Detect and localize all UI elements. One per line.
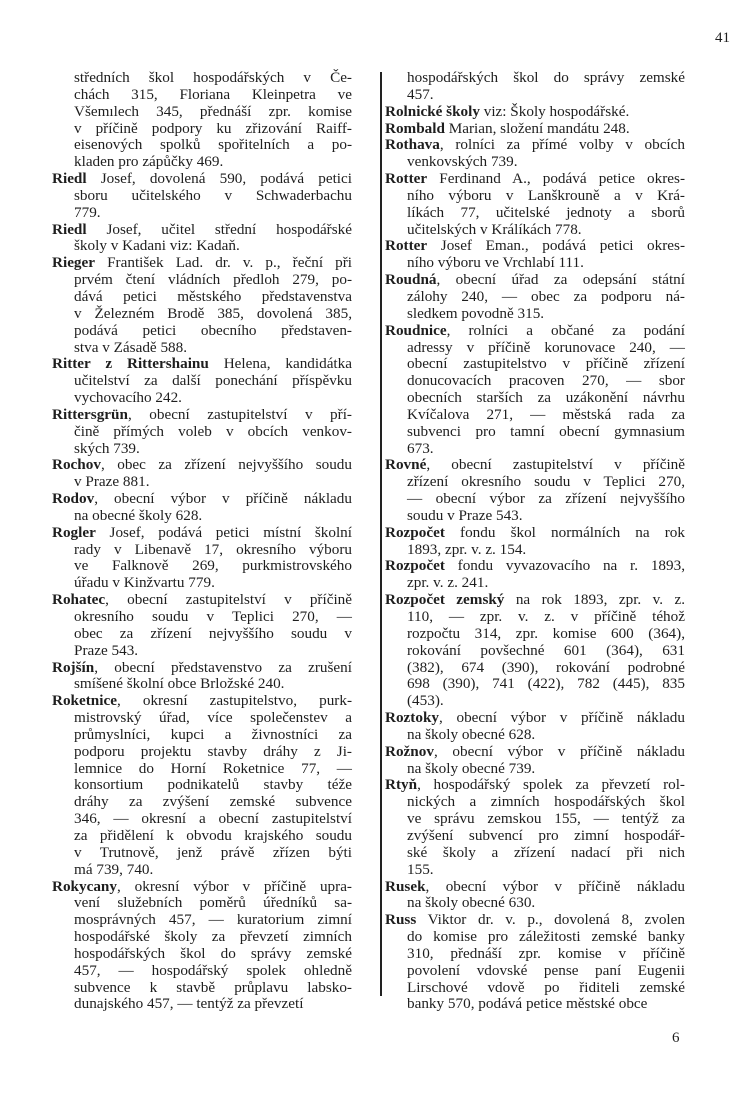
entry-headword: Rojšín (52, 658, 95, 676)
index-column-left (52, 70, 352, 1013)
entry-line (52, 693, 352, 710)
index-entry (52, 693, 352, 878)
entry-text: ního výboru ve Vrchlabí 111. (407, 254, 584, 272)
entry-headword: Rolnické školy (385, 102, 480, 120)
entry-text: úřadu v Kinžvartu 779. (74, 574, 215, 592)
entry-line (74, 845, 352, 862)
entry-line (74, 323, 352, 340)
entry-text: eisenových spolků spořitelních a po- (74, 136, 352, 154)
entry-text: dráhy za zvýšení zemské subvence (74, 793, 352, 811)
entry-text: na rok 1893, zpr. v. z. (504, 591, 686, 609)
entry-line (74, 238, 352, 255)
entry-headword: Roztoky (385, 709, 439, 727)
entry-line (407, 845, 685, 862)
entry-line (407, 727, 685, 744)
entry-line (407, 643, 685, 660)
entry-text: na školy obecné 628. (407, 725, 536, 743)
entry-text: hospodářských škol do správy zemské (74, 944, 352, 962)
entry-line (407, 424, 685, 441)
index-entry (52, 525, 352, 592)
entry-line (52, 356, 352, 373)
index-entry (385, 272, 685, 323)
entry-line (407, 373, 685, 390)
entry-text: mosprávných 457, — kuratorium zimní (74, 911, 352, 929)
entry-line (52, 457, 352, 474)
entry-line (407, 306, 685, 323)
entry-text: zpr. v. z. 241. (407, 574, 489, 592)
entry-text: František Lad. dr. v. p., řeční při (95, 254, 352, 272)
entry-text: 698 (390), 741 (422), 782 (445), 835 (407, 675, 685, 693)
entry-line (407, 811, 685, 828)
entry-line (74, 575, 352, 592)
entry-line (407, 474, 685, 491)
entry-text: sboru učitelského v Schwaderbachu (74, 186, 352, 204)
entry-text: v příčině podpory ku zřizování Raiff- (74, 119, 352, 137)
entry-headword: Rotter (385, 237, 428, 255)
entry-headword: Rodov (52, 490, 95, 508)
entry-line (74, 137, 352, 154)
entry-text: Praze 543. (74, 641, 139, 659)
entry-line (74, 980, 352, 997)
entry-line (407, 963, 685, 980)
entry-line (52, 407, 352, 424)
entry-text: na školy obecné 630. (407, 894, 536, 912)
entry-line (385, 137, 685, 154)
entry-text: prvém čtení vládních předloh 279, po- (74, 271, 352, 289)
entry-line (74, 710, 352, 727)
entry-text: Marian, složení mandátu 248. (444, 119, 630, 137)
entry-line (74, 70, 352, 87)
entry-text: Josef Eman., podává petici okres- (427, 237, 685, 255)
entry-text: Lirschové vdově po řiditeli zemské (407, 978, 685, 996)
entry-text: 110, — zpr. v. z. v příčině téhož (407, 608, 685, 625)
index-entry (385, 558, 685, 592)
entry-headword: Rožnov (385, 742, 434, 760)
entry-line (407, 491, 685, 508)
entry-text: subvence k stavbě průplavu labsko- (74, 978, 352, 996)
index-entry (52, 171, 352, 222)
entry-line (52, 592, 352, 609)
entry-text: lemnice do Horní Roketnice 77, — (74, 759, 352, 777)
entry-text: konsortium podnikatelů stavby téže (74, 776, 352, 794)
entry-text: na školy obecné 739. (407, 759, 536, 777)
entry-headword: Rochov (52, 456, 101, 474)
entry-text: za přidělení k obvodu krajského soudu (74, 826, 352, 844)
entry-text: hospodářské školy za převzetí zimních (74, 928, 352, 946)
entry-text: středních škol hospodářských v Če- (74, 69, 352, 86)
entry-text: 779. (74, 203, 101, 221)
entry-line (74, 441, 352, 458)
entry-text: Všemılech 345, přednáší zpr. komise (74, 102, 352, 120)
index-entry (52, 457, 352, 491)
entry-line (407, 205, 685, 222)
entry-text: v Trutnově, jenž právě zřízen býti (74, 843, 352, 861)
entry-text: , okresní výbor v příčině upra- (116, 877, 352, 895)
entry-line (74, 811, 352, 828)
entry-text: soudu v Praze 543. (407, 506, 523, 524)
index-entry (385, 777, 685, 878)
entry-headword: Rusek (385, 877, 426, 895)
entry-headword: Roudnice (385, 321, 447, 339)
index-entry (385, 104, 685, 121)
entry-line (52, 171, 352, 188)
entry-text: , obecní výbor v příčině nákladu (433, 742, 685, 760)
entry-line (52, 660, 352, 677)
entry-text: dunajského 457, — tentýž za převzetí (74, 995, 304, 1013)
entry-text: fondu vyvazovacího na r. 1893, (444, 557, 685, 575)
index-entry (385, 137, 685, 171)
entry-text: viz: Školy hospodářské. (479, 102, 630, 120)
entry-headword: Rozpočet zemský (385, 591, 505, 609)
entry-text: okresního soudu v Teplici 270, — (74, 608, 352, 625)
entry-line (74, 558, 352, 575)
entry-line (74, 929, 352, 946)
entry-text: mistrovský úřad, více společenstev a (74, 709, 352, 727)
entry-text: obec za zřízení nejvyššího soudu v (74, 624, 352, 642)
entry-line (407, 626, 685, 643)
index-entry (52, 407, 352, 458)
entry-line (407, 542, 685, 559)
entry-text: obecních starších za uzákonění návrhu (407, 389, 685, 407)
entry-text: smíšené školní obce Brložské 240. (74, 675, 285, 693)
entry-text: venkovských 739. (407, 153, 518, 171)
entry-line (74, 676, 352, 693)
entry-line (407, 828, 685, 845)
index-entry (385, 323, 685, 458)
entry-line (74, 946, 352, 963)
entry-line (385, 272, 685, 289)
entry-line (385, 558, 685, 575)
entry-line (74, 727, 352, 744)
index-entry (52, 660, 352, 694)
entry-text: Kvíčalova 271, — městská rada za (407, 405, 685, 423)
entry-text: Josef, podává petici místní školní (95, 523, 352, 541)
entry-line (385, 525, 685, 542)
entry-line (74, 390, 352, 407)
entry-line (407, 575, 685, 592)
entry-line (385, 777, 685, 794)
index-entry (385, 710, 685, 744)
entry-headword: Rozpočet (385, 557, 445, 575)
entry-line (407, 996, 685, 1013)
entry-line (74, 121, 352, 138)
entry-line (74, 643, 352, 660)
entry-text: zřízení okresního soudu v Teplici 270, (407, 473, 685, 491)
entry-text: — obecní výbor za zřízení nejvyššího (407, 490, 685, 508)
entry-line (74, 862, 352, 879)
index-entry (385, 592, 685, 710)
entry-text: 1893, zpr. v. z. 154. (407, 540, 527, 558)
entry-line (407, 356, 685, 373)
entry-text: učitelství za další ponechání příspěvku (74, 372, 352, 390)
entry-line (385, 879, 685, 896)
entry-headword: Rozpočet (385, 523, 445, 541)
entry-text: , obecní představenstvo za zrušení (94, 658, 352, 676)
entry-text: , rolníci a občané za podání (446, 321, 685, 339)
entry-line (385, 744, 685, 761)
entry-text: na obecné školy 628. (74, 506, 203, 524)
entry-line (407, 660, 685, 677)
entry-line (74, 996, 352, 1013)
entry-line (52, 222, 352, 239)
index-entry (52, 592, 352, 659)
entry-text: Ferdinand A., podává petice okres- (427, 170, 685, 188)
entry-line (407, 222, 685, 239)
entry-line (385, 121, 685, 138)
entry-line (74, 895, 352, 912)
index-entry (385, 744, 685, 778)
entry-text: zvýšení subvencí pro zimní hospodář- (407, 826, 685, 844)
entry-line (407, 761, 685, 778)
index-entry (52, 879, 352, 1014)
entry-text: Helena, kandidátka (208, 355, 352, 373)
entry-text: banky 570, podává petice městské obce (407, 995, 648, 1013)
index-entry (385, 70, 685, 104)
entry-text: ské školy a zřízení nadací při nich (407, 843, 685, 861)
entry-line (407, 693, 685, 710)
entry-line (74, 794, 352, 811)
entry-headword: Riedl (52, 170, 87, 188)
entry-line (407, 87, 685, 104)
index-entry (52, 222, 352, 256)
entry-text: podporu projektu stavby dráhy z Ji- (74, 742, 352, 760)
entry-text: , okresní zastupitelstvo, purk- (116, 692, 352, 710)
entry-line (74, 87, 352, 104)
entry-line (52, 491, 352, 508)
index-entry (385, 525, 685, 559)
entry-text: zálohy 240, — obec za podporu ná- (407, 287, 685, 305)
entry-headword: Rothava (385, 136, 440, 154)
entry-line (407, 895, 685, 912)
entry-text: (382), 674 (390), rokování podrobné (407, 658, 685, 676)
entry-line (74, 272, 352, 289)
entry-line (74, 104, 352, 121)
entry-line (74, 424, 352, 441)
entry-text: líkách 77, učitelské jednoty a sborů (407, 203, 685, 221)
entry-text: učitelských v Králíkách 778. (407, 220, 582, 238)
entry-text: rokování povšechné 601 (364), 631 (407, 641, 685, 659)
page-number: 41 (715, 30, 730, 46)
entry-line (407, 154, 685, 171)
entry-headword: Roketnice (52, 692, 117, 710)
entry-text: v Železném Brodě 385, dovolená 385, (74, 304, 352, 322)
entry-text: má 739, 740. (74, 860, 154, 878)
entry-line (385, 323, 685, 340)
entry-text: 346, — okresní a obecní zastupitelství (74, 810, 352, 828)
entry-headword: Rokycany (52, 877, 117, 895)
entry-text: fondu škol normálních na rok (444, 523, 685, 541)
entry-text: , obecní úřad za odepsání státní (436, 271, 685, 289)
entry-line (74, 474, 352, 491)
entry-line (385, 592, 685, 609)
entry-line (407, 70, 685, 87)
entry-line (407, 929, 685, 946)
entry-line (407, 340, 685, 357)
entry-line (74, 340, 352, 357)
entry-headword: Rtyň (385, 776, 418, 794)
entry-line (74, 744, 352, 761)
entry-line (74, 609, 352, 626)
entry-line (52, 525, 352, 542)
entry-text: , obecní výbor v příčině nákladu (439, 709, 685, 727)
entry-text: Viktor dr. v. p., dovolená 8, zvolen (416, 911, 685, 929)
entry-text: donucovacích pracoven 270, — sbor (407, 372, 685, 390)
entry-headword: Rittersgrün (52, 405, 128, 423)
entry-text: adressy v příčině korunovace 240, — (407, 338, 685, 356)
index-entry (385, 171, 685, 238)
entry-text: chách 315, Floriana Kleinpetra ve (74, 85, 352, 103)
entry-headword: Ritter z Rittershainu (52, 355, 209, 373)
entry-line (407, 255, 685, 272)
entry-text: průmyslníci, kupci a živnostníci za (74, 725, 352, 743)
entry-text: rozpočtu 314, zpr. komise 600 (364), (407, 624, 685, 642)
entry-line (407, 609, 685, 626)
entry-line (52, 879, 352, 896)
entry-text: , obec za zřízení nejvyššího soudu (100, 456, 352, 474)
entry-text: vychovacího 242. (74, 389, 182, 407)
entry-text: ve Falknově 269, purkmistrovského (74, 557, 352, 575)
entry-text: sledkem povodně 315. (407, 304, 545, 322)
entry-line (74, 373, 352, 390)
entry-line (74, 306, 352, 323)
entry-headword: Roudná (385, 271, 437, 289)
entry-line (385, 457, 685, 474)
entry-headword: Rovné (385, 456, 427, 474)
index-column-right (385, 70, 685, 1013)
entry-line (407, 508, 685, 525)
index-entry (385, 121, 685, 138)
entry-headword: Riedl (52, 220, 87, 238)
entry-line (74, 963, 352, 980)
entry-headword: Rotter (385, 170, 428, 188)
entry-text: 310, přednáší zpr. komise v příčině (407, 944, 685, 962)
entry-text: školy v Kadani viz: Kadaň. (74, 237, 240, 255)
entry-headword: Rombald (385, 119, 445, 137)
entry-line (74, 761, 352, 778)
entry-text: 457. (407, 85, 434, 103)
entry-text: čině přímých voleb v obcích venkov- (74, 422, 352, 440)
entry-text: hospodářských škol do správy zemské (407, 69, 685, 86)
entry-text: , obecní zastupitelství v příčině (105, 591, 352, 609)
entry-text: ve správu zemskou 155, — tentýž za (407, 810, 685, 828)
entry-line (74, 912, 352, 929)
index-entry (52, 70, 352, 171)
entry-text: vení služebních poměrů úředníků sa- (74, 894, 352, 912)
entry-text: (453). (407, 692, 444, 710)
entry-line (407, 946, 685, 963)
entry-text: , rolníci za přímé volby v obcích (439, 136, 685, 154)
entry-line (407, 407, 685, 424)
entry-text: , obecní výbor v příčině nákladu (94, 490, 352, 508)
entry-line (74, 508, 352, 525)
entry-text: subvenci pro tamní obecní gymnasium (407, 422, 685, 440)
entry-text: Josef, učitel střední hospodářské (86, 220, 352, 238)
entry-line (407, 441, 685, 458)
entry-text: dává petici městského představenstva (74, 287, 352, 305)
entry-line (385, 912, 685, 929)
entry-text: 155. (407, 860, 434, 878)
index-entry (385, 457, 685, 524)
entry-text: ských 739. (74, 439, 140, 457)
entry-line (74, 154, 352, 171)
entry-line (74, 828, 352, 845)
entry-line (407, 794, 685, 811)
entry-text: Josef, dovolená 590, podává petici (86, 170, 352, 188)
entry-line (74, 289, 352, 306)
entry-line (385, 104, 685, 121)
entry-line (385, 710, 685, 727)
entry-line (74, 188, 352, 205)
entry-line (74, 777, 352, 794)
entry-headword: Rohatec (52, 591, 106, 609)
entry-text: kladen pro zápůčky 469. (74, 153, 224, 171)
entry-line (52, 255, 352, 272)
entry-line (74, 205, 352, 222)
index-entry (385, 238, 685, 272)
entry-line (74, 542, 352, 559)
entry-headword: Russ (385, 911, 417, 929)
entry-text: stva v Zásadě 588. (74, 338, 188, 356)
entry-text: podává petici obecního představen- (74, 321, 352, 339)
entry-line (407, 980, 685, 997)
entry-text: obecní zastupitelstvo v příčině zřízení (407, 355, 685, 373)
entry-text: povolení vdovské pense paní Eugenii (407, 961, 685, 979)
index-entry (385, 879, 685, 913)
printer-signature-mark: 6 (672, 1030, 680, 1046)
index-entry (52, 491, 352, 525)
entry-text: v Praze 881. (74, 473, 150, 491)
entry-line (407, 676, 685, 693)
entry-text: ního výboru v Lanškrouně a v Krá- (407, 186, 685, 204)
entry-text: , obecní výbor v příčině nákladu (425, 877, 685, 895)
entry-line (407, 289, 685, 306)
entry-text: , obecní zastupitelství v pří- (127, 405, 352, 423)
entry-line (407, 188, 685, 205)
index-entry (52, 356, 352, 407)
entry-line (407, 390, 685, 407)
entry-text: 457, — hospodářský spolek ohledně (74, 961, 352, 979)
index-entry (385, 912, 685, 1013)
entry-text: , obecní zastupitelství v příčině (426, 456, 685, 474)
entry-line (74, 626, 352, 643)
entry-text: nických a zimních hospodářských škol (407, 793, 685, 811)
entry-headword: Rogler (52, 523, 96, 541)
entry-text: rady v Libenavě 17, okresního výboru (74, 540, 352, 558)
entry-text: , hospodářský spolek za převzetí rol- (417, 776, 685, 794)
entry-line (385, 171, 685, 188)
entry-headword: Rieger (52, 254, 96, 272)
index-entry (52, 255, 352, 356)
entry-line (385, 238, 685, 255)
entry-line (407, 862, 685, 879)
entry-text: 673. (407, 439, 434, 457)
column-divider (380, 72, 382, 996)
entry-text: do komise pro záležitosti zemské banky (407, 928, 685, 946)
